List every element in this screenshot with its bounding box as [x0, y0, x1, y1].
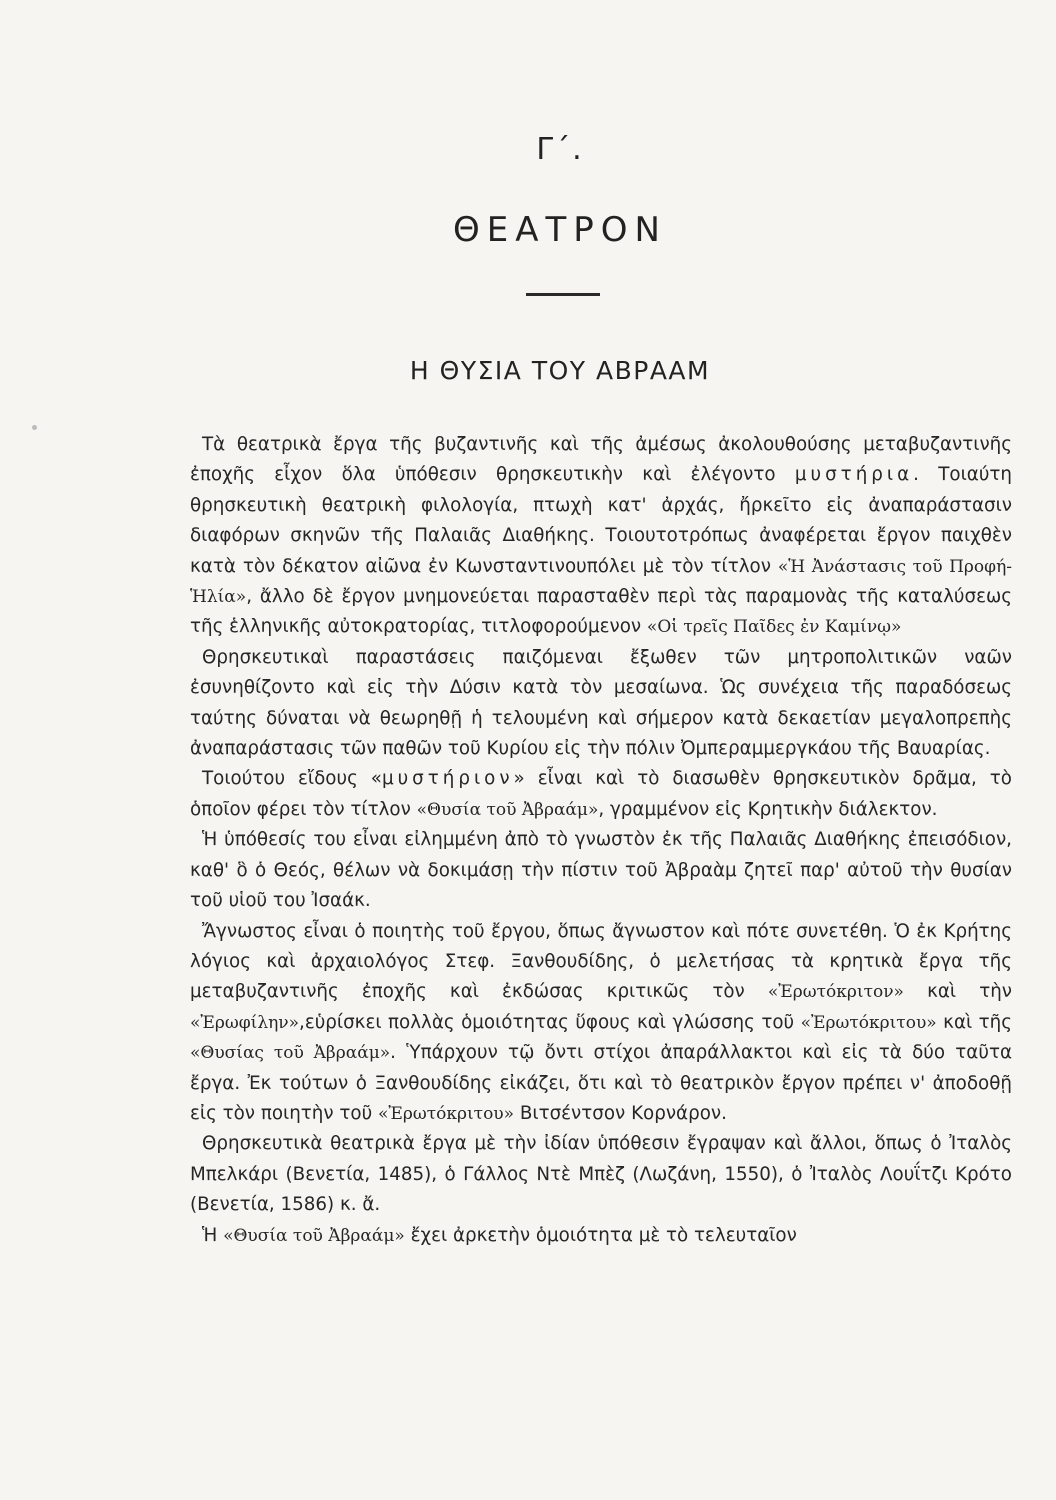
- chapter-number: Γ΄.: [536, 132, 584, 167]
- work-title: «Θυσία τοῦ Ἀβραάμ»: [223, 1225, 405, 1246]
- section-title: Η ΘΥΣΙΑ ΤΟΥ ΑΒΡΑΑΜ: [409, 356, 711, 385]
- work-title: «Θυσία τοῦ Ἀβραάμ»: [416, 799, 599, 820]
- work-title: «Θυσίας τοῦ Ἀβραάμ»: [190, 1043, 391, 1064]
- title-divider: [526, 293, 600, 296]
- paragraph-6: Θρησκευτικὰ θεατρικὰ ἔργα μὲ τὴν ἰδίαν ὑπόθεσιν ἔγραψαν καὶ ἄλλοι, ὅπως ὁ Ἰταλὸς Μπελκάρι (Βενετία, 1485), ὁ Γάλλος Ντὲ Μπὲζ (Λωζάνη, 1550), ὁ Ἰταλὸς Λουΐτζι Κρότο (Βενετία, 1586) κ. ἄ.: [190, 1133, 1012, 1216]
- work-title: «Ἐρωτόκριτου»: [800, 1012, 937, 1033]
- work-title: «Οἱ τρεῖς Παῖδες ἐν Καμίνῳ»: [646, 617, 902, 638]
- work-title: «Ἐρωφίλην»: [190, 1012, 300, 1033]
- chapter-title: ΘΕΑΤΡΟΝ: [453, 210, 667, 250]
- paragraph-2: Θρησκευτικαὶ παραστάσεις παιζόμεναι ἔξωθεν τῶν μητροπολιτικῶν ναῶν ἐσυνηθίζοντο καὶ εἰς τὴν Δύσιν κατὰ τὸν μεσαίωνα. Ὡς συνέχεια τῆς παραδόσεως ταύτης δύναται νὰ θεωρηθῇ ἡ τελουμένη καὶ σήμερον κατὰ δεκαετίαν μεγαλοπρεπὴς ἀναπαράστασις τῶν παθῶν τοῦ Κυρίου εἰς τὴν πόλιν Ὀμπεραμμεργκάου τῆς Βαυαρίας.: [190, 646, 1012, 760]
- work-title: «Ἐρωτόκριτον»: [767, 982, 904, 1003]
- work-title: «Ἐρωτόκριτου»: [377, 1103, 515, 1124]
- paragraph-3: Τοιούτου εἴδους «μυστήριον» εἶναι καὶ τὸ διασωθὲν θρησκευτικὸν δρᾶμα, τὸ ὁποῖον φέρει τὸν τίτλον «Θυσία τοῦ Ἀβραάμ», γραμμένον εἰς Κρητικὴν διάλεκτον.: [190, 768, 1012, 820]
- paragraph-5: Ἄγνωστος εἶναι ὁ ποιητὴς τοῦ ἔργου, ὅπως ἄγνωστον καὶ πότε συνετέθη. Ὁ ἐκ Κρήτης λόγιος καὶ ἀρχαιολόγος Στεφ. Ξανθουδίδης, ὁ μελετήσας τὰ κρητικὰ ἔργα τῆς μεταβυζαντινῆς ἐποχῆς καὶ ἐκδώσας κριτικῶς τὸν «Ἐρωτόκριτον» καὶ τὴν «Ἐρωφίλην»,εὑρίσκει πολλὰς ὁμοιότητας ὕφους καὶ γλώσσης τοῦ «Ἐρωτόκριτου» καὶ τῆς «Θυσίας τοῦ Ἀβραάμ». Ὑπάρχουν τῷ ὄντι στίχοι ἀπαράλλακτοι καὶ εἰς τὰ δύο ταῦτα ἔργα. Ἐκ τούτων ὁ Ξανθουδίδης εἰκάζει, ὅτι καὶ τὸ θεατρικὸν ἔργον πρέπει ν' ἀποδοθῇ εἰς τὸν ποιητὴν τοῦ «Ἐρωτόκριτου» Βιτσέντσον Κορνάρον.: [190, 920, 1012, 1124]
- spaced-term: μυστήρια: [794, 464, 914, 486]
- work-title: «Ἡ Ἀνάστασις τοῦ Προφή-Ἡλία»: [190, 556, 1012, 608]
- paragraph-1: Τὰ θεατρικὰ ἔργα τῆς βυζαντινῆς καὶ τῆς ἀμέσως ἀκολουθούσης μεταβυζαντινῆς ἐποχῆς εἶχον ὅλα ὑπόθεσιν θρησκευτικὴν καὶ ἐλέγοντο μυστήρια. Τοιαύτη θρησκευτικὴ θεατρικὴ φιλολογία, πτωχὴ κατ' ἀρχάς, ἤρκεῖτο εἰς ἀναπαράστασιν διαφόρων σκηνῶν τῆς Παλαιᾶς Διαθήκης. Τοιουτοτρόπως ἀναφέρεται ἔργον παιχθὲν κατὰ τὸν δέκατον αἰῶνα ἐν Κωνσταντινουπόλει μὲ τὸν τίτλον «Ἡ Ἀνάστασις τοῦ Προφή-Ἡλία», ἄλλο δὲ ἔργον μνημονεύεται παρασταθὲν περὶ τὰς παραμονὰς τῆς καταλύσεως τῆς ἑλληνικῆς αὐτοκρατορίας, τιτλοφορούμενον «Οἱ τρεῖς Παῖδες ἐν Καμίνῳ»: [190, 434, 1012, 638]
- print-speck: [32, 425, 37, 430]
- spaced-term: μυστήριον: [381, 768, 514, 790]
- body-text: [190, 430, 1012, 1251]
- paragraph-7: Ἡ «Θυσία τοῦ Ἀβραάμ» ἔχει ἀρκετὴν ὁμοιότητα μὲ τὸ τελευταῖον: [202, 1224, 797, 1246]
- paragraph-4: Ἡ ὑπόθεσίς του εἶναι εἰλημμένη ἀπὸ τὸ γνωστὸν ἐκ τῆς Παλαιᾶς Διαθήκης ἐπεισόδιον, καθ' ὃ ὁ Θεός, θέλων νὰ δοκιμάσῃ τὴν πίστιν τοῦ Ἀβραὰμ ζητεῖ παρ' αὐτοῦ τὴν θυσίαν τοῦ υἱοῦ του Ἰσαάκ.: [190, 829, 1012, 912]
